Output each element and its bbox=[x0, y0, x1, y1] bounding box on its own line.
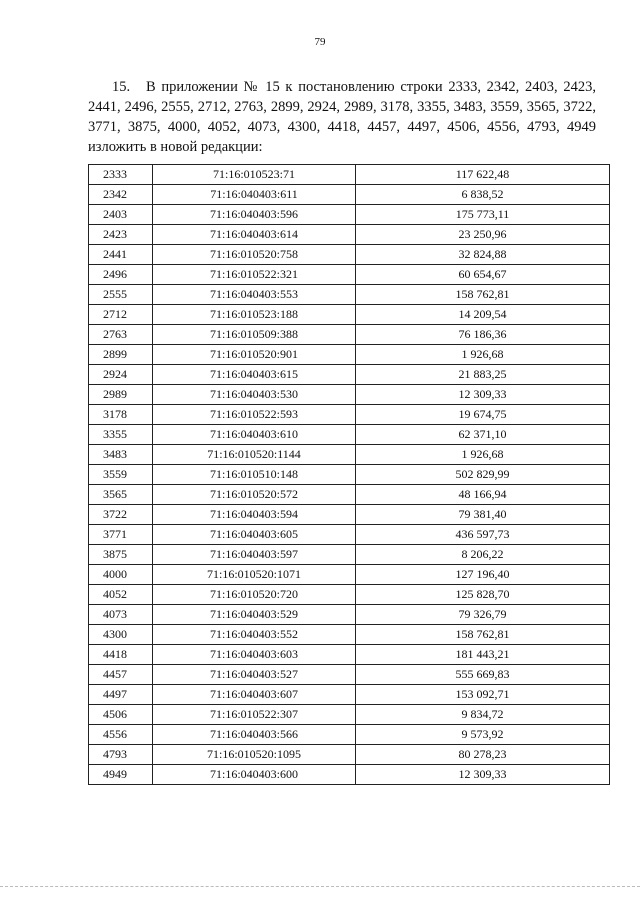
cadastral-number-cell: 71:16:040403:600 bbox=[153, 765, 356, 785]
value-cell: 12 309,33 bbox=[356, 765, 610, 785]
table-row bbox=[89, 365, 610, 385]
table-row bbox=[89, 565, 610, 585]
row-number-cell: 2342 bbox=[89, 185, 153, 205]
row-number-cell: 4457 bbox=[89, 665, 153, 685]
value-cell: 181 443,21 bbox=[356, 645, 610, 665]
table-row bbox=[89, 725, 610, 745]
value-cell: 175 773,11 bbox=[356, 205, 610, 225]
cadastral-number-cell: 71:16:040403:597 bbox=[153, 545, 356, 565]
value-cell: 555 669,83 bbox=[356, 665, 610, 685]
row-number-cell: 3483 bbox=[89, 445, 153, 465]
table-row bbox=[89, 745, 610, 765]
row-number-cell: 2924 bbox=[89, 365, 153, 385]
value-cell: 1 926,68 bbox=[356, 445, 610, 465]
value-cell: 158 762,81 bbox=[356, 285, 610, 305]
value-cell: 79 381,40 bbox=[356, 505, 610, 525]
row-number-cell: 3559 bbox=[89, 465, 153, 485]
value-cell: 48 166,94 bbox=[356, 485, 610, 505]
table-row bbox=[89, 185, 610, 205]
value-cell: 60 654,67 bbox=[356, 265, 610, 285]
cadastral-number-cell: 71:16:010520:1095 bbox=[153, 745, 356, 765]
paragraph-number: 15. bbox=[112, 79, 131, 95]
page-number: 79 bbox=[314, 36, 326, 48]
table-row bbox=[89, 505, 610, 525]
value-cell: 19 674,75 bbox=[356, 405, 610, 425]
cadastral-number-cell: 71:16:040403:596 bbox=[153, 205, 356, 225]
paragraph-text: В приложении № 15 к постановлению строки 2333, 2342, 2403, 2423, 2441, 2496, 2555, 2712, 2763, 2899, 2924, 2989, 3178, 3355, 3483, 3559, 3565, 3722, 3771, 3875, 4000, 4052, 4073, 4300, 4418, 4457, 4497, 4506, 4556, 4793, 4949 изложить в новой редакции: bbox=[88, 79, 596, 155]
table-row bbox=[89, 445, 610, 465]
table-row bbox=[89, 405, 610, 425]
row-number-cell: 3178 bbox=[89, 405, 153, 425]
row-number-cell: 4073 bbox=[89, 605, 153, 625]
cadastral-number-cell: 71:16:040403:610 bbox=[153, 425, 356, 445]
row-number-cell: 4418 bbox=[89, 645, 153, 665]
cadastral-number-cell: 71:16:010510:148 bbox=[153, 465, 356, 485]
cadastral-number-cell: 71:16:040403:552 bbox=[153, 625, 356, 645]
table-row bbox=[89, 425, 610, 445]
value-cell: 158 762,81 bbox=[356, 625, 610, 645]
cadastral-number-cell: 71:16:040403:553 bbox=[153, 285, 356, 305]
value-cell: 502 829,99 bbox=[356, 465, 610, 485]
table-row bbox=[89, 165, 610, 185]
cadastral-number-cell: 71:16:010522:307 bbox=[153, 705, 356, 725]
table-row bbox=[89, 685, 610, 705]
value-cell: 14 209,54 bbox=[356, 305, 610, 325]
table-row bbox=[89, 345, 610, 365]
table-row bbox=[89, 665, 610, 685]
table-row bbox=[89, 585, 610, 605]
value-cell: 79 326,79 bbox=[356, 605, 610, 625]
value-cell: 80 278,23 bbox=[356, 745, 610, 765]
cadastral-number-cell: 71:16:010520:758 bbox=[153, 245, 356, 265]
table-row bbox=[89, 765, 610, 785]
table-row bbox=[89, 385, 610, 405]
cadastral-number-cell: 71:16:040403:614 bbox=[153, 225, 356, 245]
cadastral-number-cell: 71:16:040403:530 bbox=[153, 385, 356, 405]
value-cell: 23 250,96 bbox=[356, 225, 610, 245]
cadastral-number-cell: 71:16:040403:566 bbox=[153, 725, 356, 745]
cadastral-number-cell: 71:16:010509:388 bbox=[153, 325, 356, 345]
cadastral-number-cell: 71:16:010522:321 bbox=[153, 265, 356, 285]
cadastral-number-cell: 71:16:040403:611 bbox=[153, 185, 356, 205]
table-row bbox=[89, 705, 610, 725]
row-number-cell: 3875 bbox=[89, 545, 153, 565]
value-cell: 8 206,22 bbox=[356, 545, 610, 565]
cadastral-number-cell: 71:16:010520:1144 bbox=[153, 445, 356, 465]
row-number-cell: 4949 bbox=[89, 765, 153, 785]
row-number-cell: 2763 bbox=[89, 325, 153, 345]
value-cell: 32 824,88 bbox=[356, 245, 610, 265]
table-row bbox=[89, 305, 610, 325]
cadastral-number-cell: 71:16:010520:1071 bbox=[153, 565, 356, 585]
value-cell: 153 092,71 bbox=[356, 685, 610, 705]
row-number-cell: 4556 bbox=[89, 725, 153, 745]
row-number-cell: 4300 bbox=[89, 625, 153, 645]
row-number-cell: 2989 bbox=[89, 385, 153, 405]
row-number-cell: 2899 bbox=[89, 345, 153, 365]
row-number-cell: 2423 bbox=[89, 225, 153, 245]
value-cell: 62 371,10 bbox=[356, 425, 610, 445]
value-cell: 9 834,72 bbox=[356, 705, 610, 725]
value-cell: 436 597,73 bbox=[356, 525, 610, 545]
row-number-cell: 3355 bbox=[89, 425, 153, 445]
table-row bbox=[89, 265, 610, 285]
row-number-cell: 2496 bbox=[89, 265, 153, 285]
cadastral-number-cell: 71:16:040403:527 bbox=[153, 665, 356, 685]
row-number-cell: 3722 bbox=[89, 505, 153, 525]
row-number-cell: 4506 bbox=[89, 705, 153, 725]
row-number-cell: 2555 bbox=[89, 285, 153, 305]
row-number-cell: 2712 bbox=[89, 305, 153, 325]
row-number-cell: 2333 bbox=[89, 165, 153, 185]
cadastral-number-cell: 71:16:010520:572 bbox=[153, 485, 356, 505]
table-row bbox=[89, 205, 610, 225]
table-row bbox=[89, 245, 610, 265]
cadastral-number-cell: 71:16:040403:605 bbox=[153, 525, 356, 545]
row-number-cell: 4052 bbox=[89, 585, 153, 605]
cadastral-number-cell: 71:16:040403:529 bbox=[153, 605, 356, 625]
table-row bbox=[89, 625, 610, 645]
value-cell: 1 926,68 bbox=[356, 345, 610, 365]
row-number-cell: 2441 bbox=[89, 245, 153, 265]
table-row bbox=[89, 225, 610, 245]
value-cell: 21 883,25 bbox=[356, 365, 610, 385]
value-cell: 125 828,70 bbox=[356, 585, 610, 605]
cadastral-number-cell: 71:16:010522:593 bbox=[153, 405, 356, 425]
cadastral-number-cell: 71:16:040403:607 bbox=[153, 685, 356, 705]
row-number-cell: 4793 bbox=[89, 745, 153, 765]
table-row bbox=[89, 285, 610, 305]
cadastral-number-cell: 71:16:040403:615 bbox=[153, 365, 356, 385]
footer-divider bbox=[0, 886, 640, 887]
cadastral-number-cell: 71:16:010523:188 bbox=[153, 305, 356, 325]
table-row bbox=[89, 325, 610, 345]
row-number-cell: 4000 bbox=[89, 565, 153, 585]
row-number-cell: 3565 bbox=[89, 485, 153, 505]
table-row bbox=[89, 525, 610, 545]
cadastral-number-cell: 71:16:010523:71 bbox=[153, 165, 356, 185]
table-row bbox=[89, 605, 610, 625]
amendment-table bbox=[88, 164, 610, 785]
value-cell: 76 186,36 bbox=[356, 325, 610, 345]
cadastral-number-cell: 71:16:010520:901 bbox=[153, 345, 356, 365]
row-number-cell: 4497 bbox=[89, 685, 153, 705]
table-body bbox=[89, 165, 610, 785]
value-cell: 9 573,92 bbox=[356, 725, 610, 745]
table-row bbox=[89, 645, 610, 665]
value-cell: 117 622,48 bbox=[356, 165, 610, 185]
row-number-cell: 3771 bbox=[89, 525, 153, 545]
cadastral-number-cell: 71:16:040403:603 bbox=[153, 645, 356, 665]
cadastral-number-cell: 71:16:010520:720 bbox=[153, 585, 356, 605]
row-number-cell: 2403 bbox=[89, 205, 153, 225]
value-cell: 6 838,52 bbox=[356, 185, 610, 205]
amendment-paragraph bbox=[88, 77, 596, 157]
table-row bbox=[89, 545, 610, 565]
value-cell: 12 309,33 bbox=[356, 385, 610, 405]
table-row bbox=[89, 465, 610, 485]
table-row bbox=[89, 485, 610, 505]
cadastral-number-cell: 71:16:040403:594 bbox=[153, 505, 356, 525]
value-cell: 127 196,40 bbox=[356, 565, 610, 585]
